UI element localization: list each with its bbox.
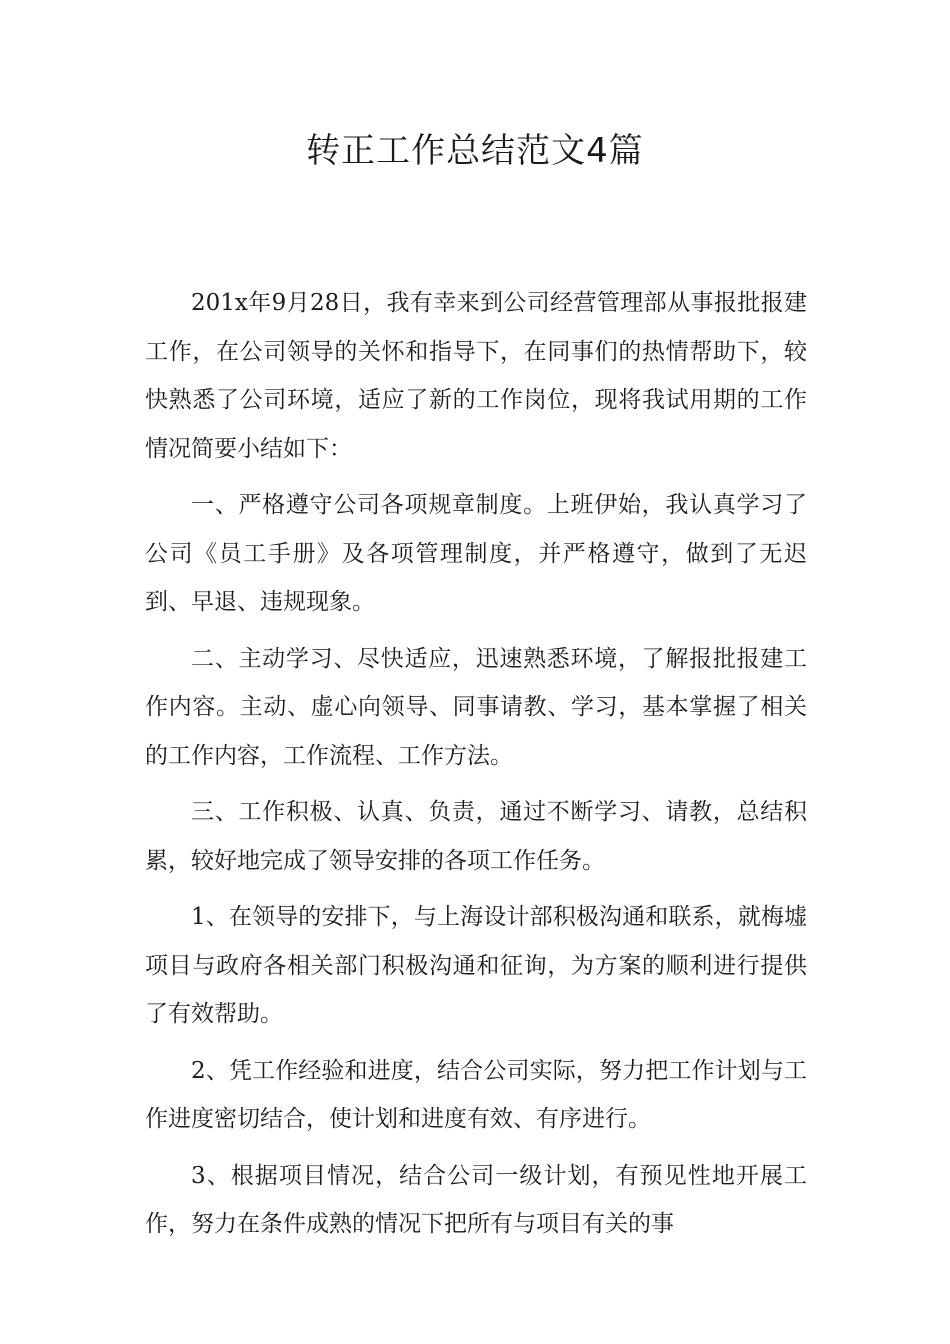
paragraph-subitem-1: 1、在领导的安排下，与上海设计部积极沟通和联系，就梅墟项目与政府各相关部门积极沟通和征询，为方案的顺利进行提供了有效帮助。: [145, 904, 807, 1027]
document-body: [145, 279, 807, 1257]
paragraph-subitem-2: 2、凭工作经验和进度，结合公司实际，努力把工作计划与工作进度密切结合，使计划和进度有效、有序进行。: [145, 1057, 807, 1132]
document-title: 转正工作总结范文4篇: [306, 131, 644, 171]
paragraph-point-2: 二、主动学习、尽快适应，迅速熟悉环境，了解报批报建工作内容。主动、虚心向领导、同事请教、学习，基本掌握了相关的工作内容，工作流程、工作方法。: [145, 645, 807, 769]
paragraph-point-1: 一、严格遵守公司各项规章制度。上班伊始，我认真学习了公司《员工手册》及各项管理制度，并严格遵守，做到了无迟到、早退、违规现象。: [145, 492, 807, 615]
paragraph-intro: 201x年9月28日，我有幸来到公司经营管理部从事报批报建工作，在公司领导的关怀和指导下，在同事们的热情帮助下，较快熟悉了公司环境，适应了新的工作岗位，现将我试用期的工作情况简要小结如下：: [145, 290, 807, 462]
paragraph-point-3: 三、工作积极、认真、负责，通过不断学习、请教，总结积累，较好地完成了领导安排的各项工作任务。: [145, 799, 807, 874]
paragraph-subitem-3: 3、根据项目情况，结合公司一级计划，有预见性地开展工作，努力在条件成熟的情况下把所有与项目有关的事: [145, 1162, 807, 1237]
